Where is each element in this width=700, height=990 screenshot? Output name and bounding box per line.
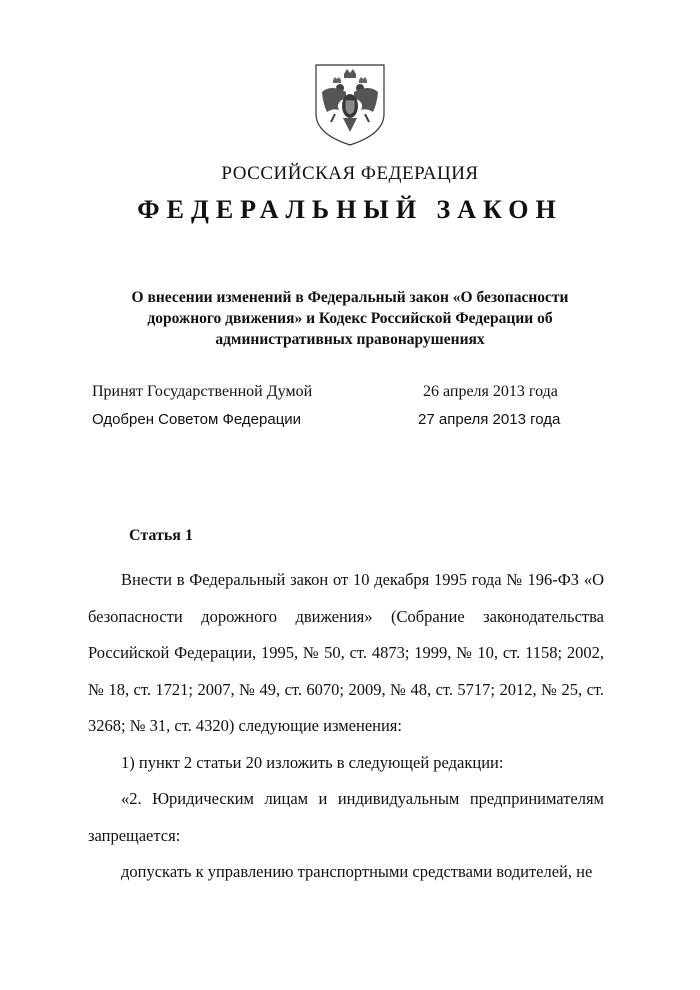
- coat-of-arms-emblem: [313, 62, 387, 148]
- document-type: ФЕДЕРАЛЬНЫЙ ЗАКОН: [137, 195, 563, 224]
- country-name: РОССИЙСКАЯ ФЕДЕРАЦИЯ: [221, 163, 479, 184]
- law-title: О внесении изменений в Федеральный закон «О безопасности дорожного движения» и Кодекс Российской Федерации об административных правонарушениях: [131, 289, 569, 348]
- article-heading: Статья 1: [129, 527, 193, 544]
- paragraph: 1) пункт 2 статьи 20 изложить в следующей редакции:: [121, 752, 504, 772]
- article-body: [88, 562, 604, 891]
- duma-date: 26 апреля 2013 года: [423, 383, 558, 400]
- paragraph: допускать к управлению транспортными средствами водителей, не: [121, 862, 593, 881]
- council-label: Одобрен Советом Федерации: [92, 411, 302, 428]
- council-date: 27 апреля 2013 года: [418, 411, 561, 428]
- paragraph: «2. Юридическим лицам и индивидуальным предпринимателям запрещается:: [88, 789, 604, 845]
- paragraph: Внести в Федеральный закон от 10 декабря 1995 года № 196-ФЗ «О безопасности дорожного движения» (Собрание законодательства Российской Федерации, 1995, № 50, ст. 4873; 1999, № 10, ст. 1158; 2002, № 18, ст. 1721; 2007, № 49, ст. 6070; 2009, № 48, ст. 5717; 2012, № 25, ст. 3268; № 31, ст. 4320) следующие изменения:: [88, 570, 604, 735]
- duma-label: Принят Государственной Думой: [92, 383, 313, 400]
